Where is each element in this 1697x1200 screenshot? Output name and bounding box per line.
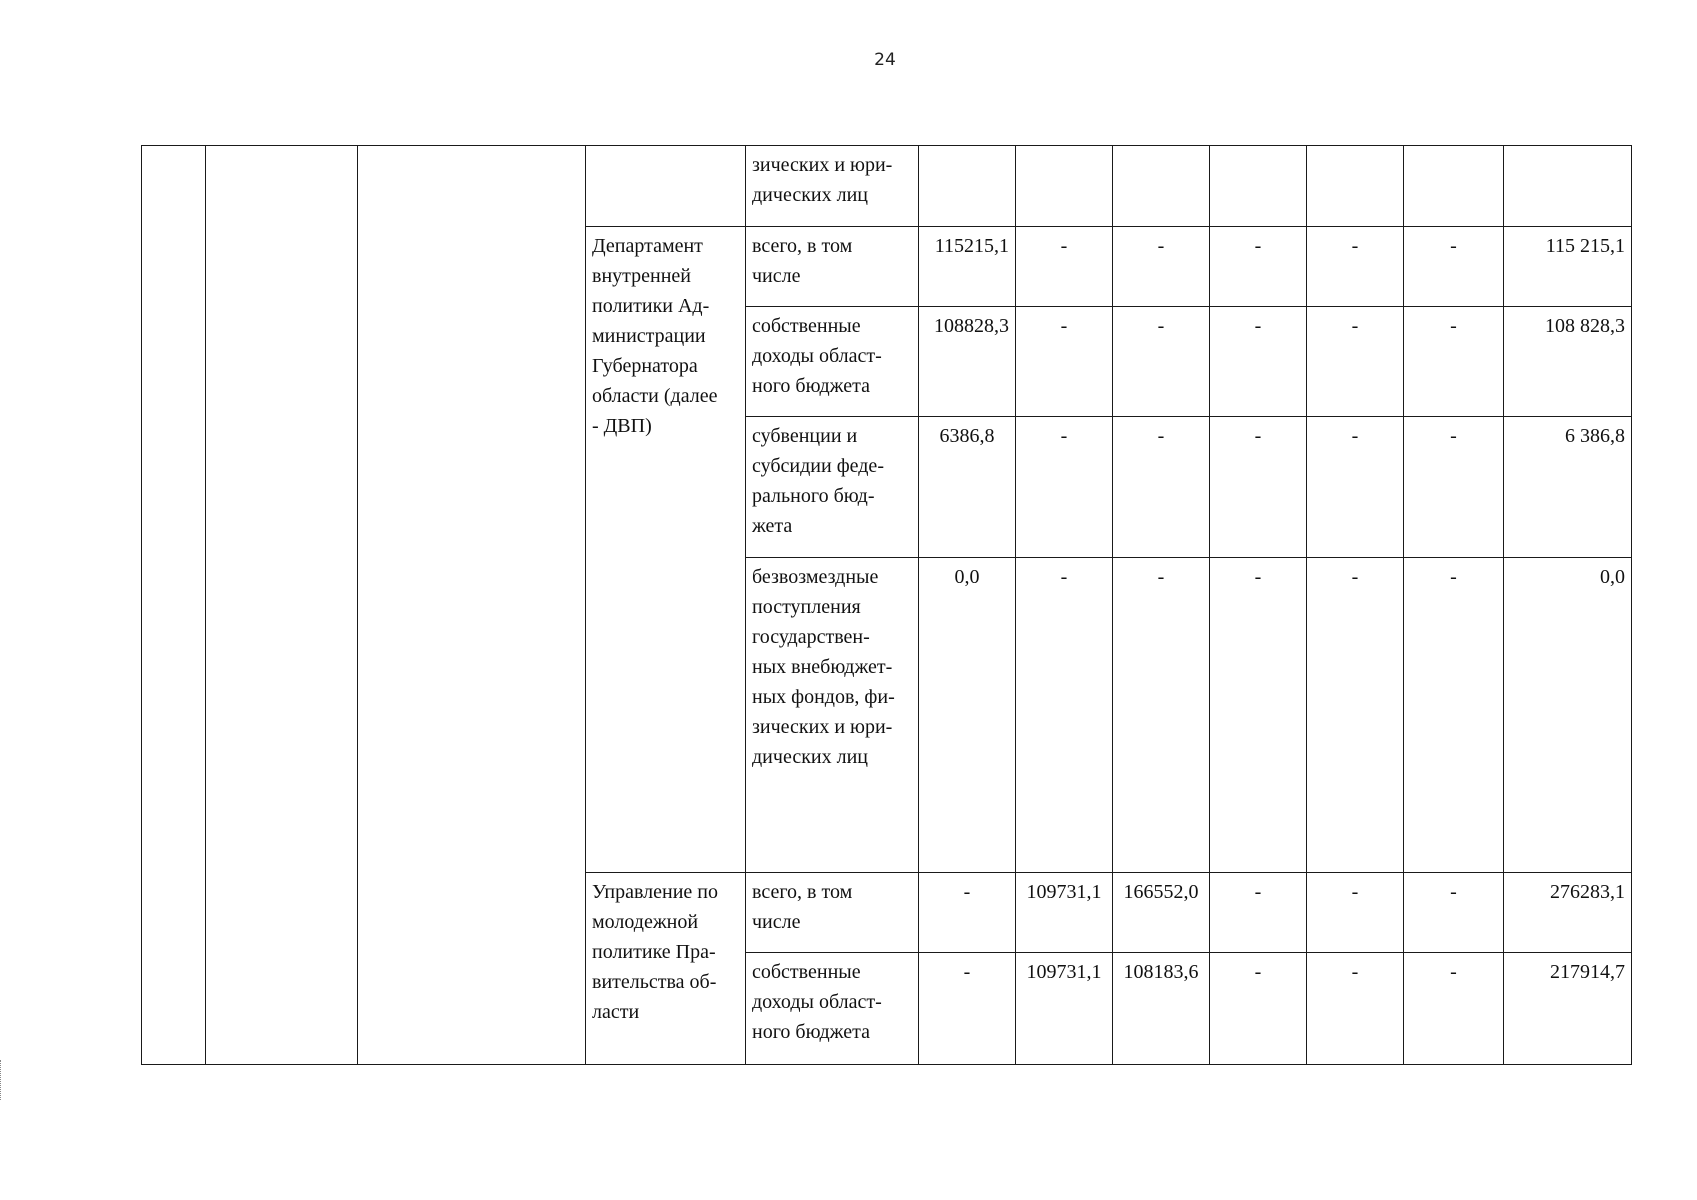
value-cell: - bbox=[919, 953, 1016, 1065]
value-cell: - bbox=[1016, 417, 1113, 558]
total-cell: 276283,1 bbox=[1504, 873, 1632, 953]
value-cell: - bbox=[1016, 558, 1113, 873]
cell-index bbox=[142, 146, 206, 1065]
total-cell: 108 828,3 bbox=[1504, 307, 1632, 417]
agency-name: Управление по молодежной политике Пра- вительства об- ласти bbox=[586, 873, 746, 1065]
value-cell: - bbox=[1016, 307, 1113, 417]
value-cell: - bbox=[1404, 307, 1504, 417]
total-cell: 115 215,1 bbox=[1504, 227, 1632, 307]
value-cell: - bbox=[1113, 227, 1210, 307]
value-cell: - bbox=[919, 873, 1016, 953]
cell-activity bbox=[358, 146, 586, 1065]
value-cell: 108828,3 bbox=[919, 307, 1016, 417]
funding-source: всего, в том числе bbox=[746, 227, 919, 307]
value-cell: 0,0 bbox=[919, 558, 1016, 873]
total-cell: 0,0 bbox=[1504, 558, 1632, 873]
value-cell: - bbox=[1307, 558, 1404, 873]
value-cell: - bbox=[1113, 307, 1210, 417]
value-cell: - bbox=[1307, 227, 1404, 307]
table-row bbox=[142, 146, 1632, 227]
cell-program bbox=[206, 146, 358, 1065]
value-cell: - bbox=[1307, 953, 1404, 1065]
value-cell: - bbox=[1404, 417, 1504, 558]
value-cell: - bbox=[1404, 227, 1504, 307]
value-cell: - bbox=[1404, 873, 1504, 953]
value-cell: - bbox=[1016, 227, 1113, 307]
value-cell: - bbox=[1307, 307, 1404, 417]
value-cell: - bbox=[1210, 417, 1307, 558]
value-cell: - bbox=[1404, 558, 1504, 873]
value-cell: - bbox=[1113, 558, 1210, 873]
cell-agency-empty bbox=[586, 146, 746, 227]
funding-source: собственные доходы област- ного бюджета bbox=[746, 307, 919, 417]
total-cell: 217914,7 bbox=[1504, 953, 1632, 1065]
value-cell: 108183,6 bbox=[1113, 953, 1210, 1065]
total-cell: 6 386,8 bbox=[1504, 417, 1632, 558]
value-cell: - bbox=[1210, 558, 1307, 873]
funding-source: зических и юри- дических лиц bbox=[746, 146, 919, 227]
page-number: 24 bbox=[874, 50, 896, 70]
value-cell: - bbox=[1210, 227, 1307, 307]
value-cell: - bbox=[1210, 953, 1307, 1065]
funding-source: всего, в том числе bbox=[746, 873, 919, 953]
funding-source: собственные доходы област- ного бюджета bbox=[746, 953, 919, 1065]
value-cell: - bbox=[1307, 417, 1404, 558]
value-cell: - bbox=[1113, 417, 1210, 558]
funding-source: субвенции и субсидии феде- рального бюд- жета bbox=[746, 417, 919, 558]
value-cell: 166552,0 bbox=[1113, 873, 1210, 953]
agency-name: Департамент внутренней политики Ад- министрации Губернатора области (далее - ДВП) bbox=[586, 227, 746, 873]
scan-edge-marks bbox=[0, 1060, 4, 1100]
value-cell: 109731,1 bbox=[1016, 873, 1113, 953]
value-cell: - bbox=[1307, 873, 1404, 953]
value-cell: - bbox=[1404, 953, 1504, 1065]
value-cell: 115215,1 bbox=[919, 227, 1016, 307]
value-cell: - bbox=[1210, 307, 1307, 417]
value-cell: - bbox=[1210, 873, 1307, 953]
budget-table bbox=[141, 145, 1632, 1065]
value-cell: 109731,1 bbox=[1016, 953, 1113, 1065]
funding-source: безвозмездные поступления государствен- ных внебюджет- ных фондов, фи- зических и юри- дических лиц bbox=[746, 558, 919, 873]
value-cell: 6386,8 bbox=[919, 417, 1016, 558]
